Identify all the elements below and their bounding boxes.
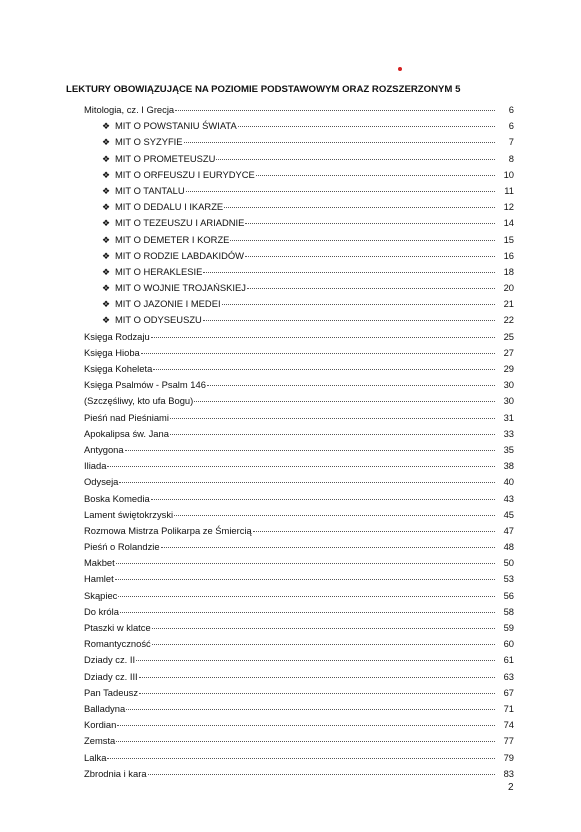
diamond-bullet-icon: ❖ [102,283,111,294]
dot-leader [161,535,495,548]
toc-entry-label: Hamlet [84,573,114,585]
toc-entry-page: 15 [503,233,514,245]
toc-entry-page: 25 [503,330,514,342]
toc-entry-label: Pieśń nad Pieśniami [84,411,169,423]
dot-leader [170,422,495,435]
dot-leader [118,584,495,597]
dot-leader [126,697,495,710]
toc-entry-label: Dziady cz. III [84,670,138,682]
toc-entry-label: Ptaszki w klatce [84,622,151,633]
dot-leader [119,470,495,483]
dot-leader [222,292,495,305]
dot-leader [224,195,495,208]
toc-entry-label: Balladyna [84,702,126,714]
toc-entry-label: Zbrodnia i kara [84,767,147,779]
diamond-bullet-icon: ❖ [102,137,111,148]
diamond-bullet-icon: ❖ [102,202,111,213]
toc-entry-page: 35 [503,443,514,455]
toc-entry-page: 10 [503,168,514,180]
toc-entry-label: (Szczęśliwy, kto ufa Bogu) [84,395,194,407]
toc-entry-page: 56 [503,589,514,601]
toc-entry-label: Makbet [84,557,115,569]
dot-leader [139,681,495,694]
toc-entry-label: Rozmowa Mistrza Polikarpa ze Śmiercią [84,524,252,536]
diamond-bullet-icon: ❖ [102,234,111,245]
toc-entry-label: Mitologia, cz. I Grecja [84,104,175,115]
dot-leader [170,406,495,419]
dot-leader [194,389,495,402]
dot-leader [107,746,495,759]
dot-leader [230,228,495,241]
dot-leader [120,600,495,613]
toc-entry-page: 16 [503,249,514,261]
dot-leader [184,130,495,143]
toc-entry-label: Apokalipsa św. Jana [84,427,169,439]
toc-entry-label: MIT O WOJNIE TROJAŃSKIEJ [115,282,246,294]
toc-entry-page: 77 [503,735,514,747]
toc-entry-page: 27 [503,346,514,358]
toc-entry-label: MIT O RODZIE LABDAKIDÓW [115,249,245,261]
dot-leader [152,616,495,629]
toc-entry-label: Księga Psalmów - Psalm 146 [84,379,206,391]
toc-entry-label: Odyseja [84,476,119,488]
toc-entry-label: Pieśń o Rolandzie [84,541,160,553]
toc-entry-page: 71 [503,702,514,714]
dot-leader [141,341,495,354]
toc-entry-label: Lalka [84,751,107,763]
toc-entry-page: 45 [503,508,514,520]
toc-entry-label: MIT O TANTALU [115,184,185,196]
toc-entry-page: 33 [503,427,514,439]
toc-entry-page: 38 [503,460,514,472]
toc-entry-label: Księga Rodzaju [84,330,150,342]
dot-leader [136,648,495,661]
toc-entry-label: Dziady cz. II [84,654,136,666]
toc-entry-page: 60 [503,638,514,650]
dot-leader [203,308,495,321]
toc-entry-page: 12 [503,201,514,213]
toc-entry-page: 31 [503,411,514,423]
dot-leader [152,632,495,645]
toc-entry-page: 14 [503,217,514,229]
toc-entry-label: MIT O SYZYFIE [115,136,183,148]
dot-leader [203,260,495,273]
toc-entry-label: Romantyczność [84,638,151,650]
toc-entry-label: Antygona [84,443,124,455]
toc-entry-label: MIT O DEMETER I KORZE [115,233,230,245]
dot-leader [256,163,495,176]
toc-entry-label: MIT O ORFEUSZU I EURYDYCE [115,168,255,180]
toc-heading: LEKTURY OBOWIĄZUJĄCE NA POZIOMIE PODSTAWOWYM ORAZ ROZSZERZONYM 5 [66,84,461,95]
toc-entry-page: 74 [503,719,514,731]
dot-leader [117,713,495,726]
toc-entry-page: 11 [504,184,514,196]
toc-entry-page: 48 [503,541,514,553]
toc-entry-page: 79 [503,751,514,763]
toc-entry-page: 21 [503,298,514,310]
toc-entry-page: 67 [503,686,514,698]
diamond-bullet-icon: ❖ [102,315,111,326]
diamond-bullet-icon: ❖ [102,218,111,229]
diamond-bullet-icon: ❖ [102,169,111,180]
page-number: 2 [508,782,514,793]
dot-leader [116,729,495,742]
table-of-contents [0,100,581,780]
dot-leader [107,454,495,467]
toc-entry-label: MIT O DEDALU I IKARZE [115,201,224,213]
toc-entry-label: Boska Komedia [84,492,150,504]
diamond-bullet-icon: ❖ [102,266,111,277]
toc-entry-label: Skąpiec [84,589,118,601]
toc-entry-label: Lament świętokrzyski [84,508,174,520]
toc-entry-label: Kordian [84,719,117,731]
toc-entry-page: 8 [508,152,514,164]
toc-entry-label: MIT O TEZEUSZU I ARIADNIE [115,217,245,229]
dot-leader [116,551,495,564]
dot-leader [238,114,495,127]
diamond-bullet-icon: ❖ [102,153,111,164]
toc-entry-label: Księga Hioba [84,346,140,358]
toc-entry-label: MIT O POWSTANIU ŚWIATA [115,120,237,132]
toc-entry-label: Zemsta [84,735,116,747]
toc-entry-page: 63 [503,670,514,682]
toc-entry-page: 83 [503,767,514,779]
dot-leader [139,665,495,678]
red-dot-mark [398,67,402,71]
dot-leader [216,147,495,160]
toc-entry[interactable] [0,764,581,780]
toc-entry-page: 40 [503,476,514,488]
dot-leader [151,487,495,500]
diamond-bullet-icon: ❖ [102,250,111,261]
toc-entry-label: MIT O HERAKLESIE [115,265,203,277]
dot-leader [151,325,495,338]
dot-leader [175,98,495,111]
toc-entry-page: 6 [508,120,514,132]
dot-leader [245,211,495,224]
toc-entry-page: 22 [503,314,514,326]
toc-entry-label: Księga Koheleta [84,363,153,374]
toc-entry-page: 50 [503,557,514,569]
toc-entry-label: MIT O PROMETEUSZU [115,152,216,164]
toc-entry-page: 47 [503,524,514,536]
toc-entry-page: 29 [503,363,514,374]
diamond-bullet-icon: ❖ [102,121,111,132]
toc-entry-label: MIT O ODYSEUSZU [115,314,202,326]
toc-entry-page: 58 [503,605,514,617]
diamond-bullet-icon: ❖ [102,299,111,310]
dot-leader [153,357,495,370]
toc-entry-page: 6 [508,104,514,115]
dot-leader [125,438,495,451]
diamond-bullet-icon: ❖ [102,185,111,196]
toc-entry-label: Pan Tadeusz [84,686,139,698]
toc-entry-label: MIT O JAZONIE I MEDEI [115,298,221,310]
dot-leader [115,567,495,580]
toc-entry-page: 59 [503,622,514,633]
dot-leader [186,179,495,192]
dot-leader [253,519,495,532]
toc-entry-label: Iliada [84,460,107,472]
toc-entry-label: Do króla [84,605,119,617]
toc-entry-page: 61 [503,654,514,666]
toc-entry-page: 53 [503,573,514,585]
dot-leader [174,503,495,516]
toc-entry-page: 18 [503,265,514,277]
toc-entry-page: 43 [503,492,514,504]
dot-leader [245,244,495,257]
dot-leader [148,762,495,775]
toc-entry-page: 30 [503,379,514,391]
dot-leader [207,373,495,386]
toc-entry-page: 30 [503,395,514,407]
toc-entry-page: 7 [508,136,514,148]
toc-entry-page: 20 [503,282,514,294]
dot-leader [247,276,495,289]
